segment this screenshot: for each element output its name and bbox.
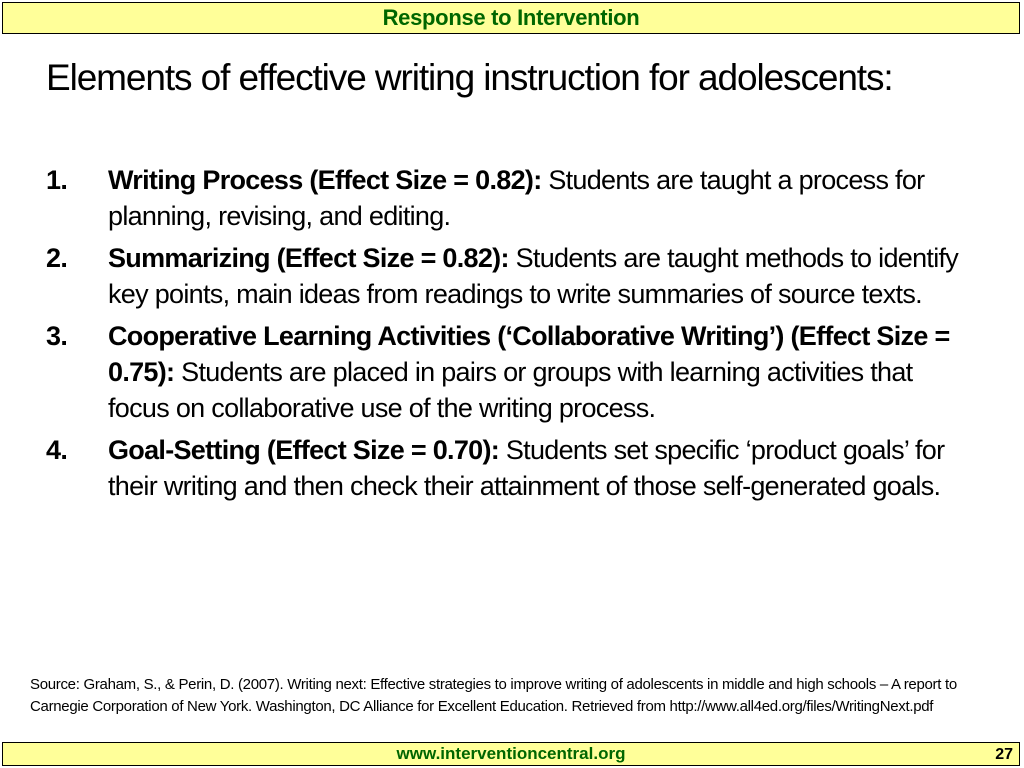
page-number: 27 bbox=[995, 746, 1013, 763]
item-number: 3. bbox=[46, 321, 68, 351]
item-heading: Summarizing (Effect Size = 0.82): bbox=[108, 243, 509, 273]
footer-banner bbox=[2, 742, 1020, 766]
item-heading: Writing Process (Effect Size = 0.82): bbox=[108, 165, 542, 195]
source-citation: Source: Graham, S., & Perin, D. (2007). Writing next: Effective strategies to improve writing of adolescents in middle and high schools – A report to Carnegie Corporation of New York. Washington, DC Alliance for Excellent Education. Retrieved from http://www.all4ed.org/files/WritingNext.pdf bbox=[30, 676, 957, 715]
list-item bbox=[46, 432, 976, 504]
list-item bbox=[46, 162, 976, 234]
item-heading: Goal-Setting (Effect Size = 0.70): bbox=[108, 435, 500, 465]
item-body bbox=[108, 240, 976, 312]
header-banner bbox=[2, 2, 1020, 34]
item-body bbox=[108, 432, 976, 504]
item-number: 1. bbox=[46, 165, 68, 195]
item-number: 2. bbox=[46, 243, 68, 273]
item-heading: Cooperative Learning Activities (‘Collaborative Writing’) (Effect Size = 0.75): bbox=[108, 321, 950, 387]
item-text: Students set specific ‘product goals’ for their writing and then check their attainment of those self-generated goals. bbox=[108, 435, 945, 501]
slide-title: Elements of effective writing instruction for adolescents: bbox=[46, 57, 893, 98]
list-item bbox=[46, 318, 976, 426]
item-body bbox=[108, 318, 976, 426]
item-text: Students are placed in pairs or groups with learning activities that focus on collaborative use of the writing process. bbox=[108, 357, 913, 423]
footer-url: www.interventioncentral.org bbox=[396, 744, 626, 763]
list-item bbox=[46, 240, 976, 312]
banner-title: Response to Intervention bbox=[382, 5, 640, 30]
item-number: 4. bbox=[46, 435, 68, 465]
item-text: Students are taught a process for planning, revising, and editing. bbox=[108, 165, 925, 231]
item-text: Students are taught methods to identify key points, main ideas from readings to write summaries of source texts. bbox=[108, 243, 959, 309]
elements-list bbox=[46, 162, 976, 510]
item-body bbox=[108, 162, 976, 234]
